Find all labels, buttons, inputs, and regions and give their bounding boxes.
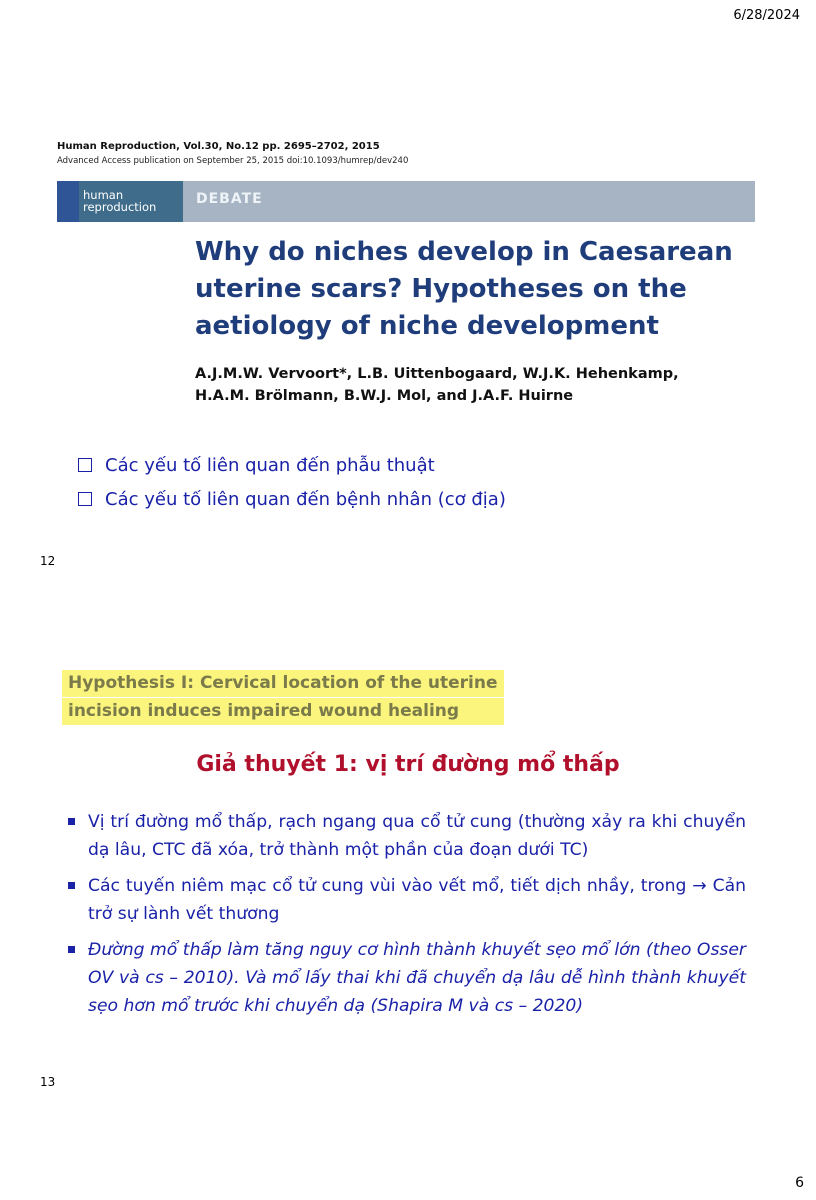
logo-panel	[79, 181, 183, 222]
bullet-square-icon	[68, 946, 75, 953]
logo-text-line2: reproduction	[83, 200, 157, 214]
access-line: Advanced Access publication on September 25, 2015 doi:10.1093/humrep/dev240	[57, 156, 409, 166]
print-date: 6/28/2024	[733, 8, 800, 23]
checklist-item	[78, 482, 506, 516]
checklist-item-label: Các yếu tố liên quan đến bệnh nhân (cơ địa)	[105, 488, 506, 510]
authors-line-1: A.J.M.W. Vervoort*, L.B. Uittenbogaard, W.J.K. Hehenkamp,	[195, 366, 679, 382]
hypothesis-highlight	[62, 670, 504, 726]
bullet-square-icon	[68, 818, 75, 825]
article-title: Why do niches develop in Caesarean uterine scars? Hypotheses on the aetiology of niche development	[195, 237, 733, 341]
author-list	[195, 363, 755, 407]
factor-checklist	[78, 448, 506, 516]
journal-citation: Human Reproduction, Vol.30, No.12 pp. 2695–2702, 2015	[57, 141, 380, 152]
list-item-text: Đường mổ thấp làm tăng nguy cơ hình thành khuyết sẹo mổ lớn (theo Osser OV và cs – 2010). Và mổ lấy thai khi đã chuyển dạ lâu dễ hình thành khuyết sẹo hơn mổ trước khi chuyển dạ (Shapira M và cs – 2020)	[88, 940, 746, 1016]
checklist-item	[78, 448, 506, 482]
slide-number: 13	[40, 1075, 56, 1089]
slide-subtitle: Giả thuyết 1: vị trí đường mổ thấp	[196, 752, 620, 777]
checklist-item-label: Các yếu tố liên quan đến phẫu thuật	[105, 454, 435, 476]
list-item-text: Các tuyến niêm mạc cổ tử cung vùi vào vết mổ, tiết dịch nhầy, trong → Cản trở sự lành vết thương	[88, 876, 746, 924]
section-label: DEBATE	[196, 191, 263, 207]
bullet-list	[68, 808, 746, 1028]
list-item	[68, 808, 746, 864]
checkbox-icon	[78, 458, 92, 472]
authors-line-2: H.A.M. Brölmann, B.W.J. Mol, and J.A.F. Huirne	[195, 388, 574, 404]
logo-accent-bar	[57, 181, 79, 222]
list-item	[68, 936, 746, 1020]
hypothesis-line-2: incision induces impaired wound healing	[62, 698, 504, 725]
journal-logo	[57, 181, 183, 222]
list-item-text: Vị trí đường mổ thấp, rạch ngang qua cổ tử cung (thường xảy ra khi chuyển dạ lâu, CTC đã xóa, trở thành một phần của đoạn dưới TC)	[88, 812, 746, 860]
hypothesis-line-1: Hypothesis I: Cervical location of the uterine	[62, 670, 504, 697]
slide-number: 12	[40, 554, 56, 568]
list-item	[68, 872, 746, 928]
bullet-square-icon	[68, 882, 75, 889]
page-number: 6	[795, 1175, 804, 1191]
logo-text-line1: human	[83, 188, 124, 202]
checkbox-icon	[78, 492, 92, 506]
